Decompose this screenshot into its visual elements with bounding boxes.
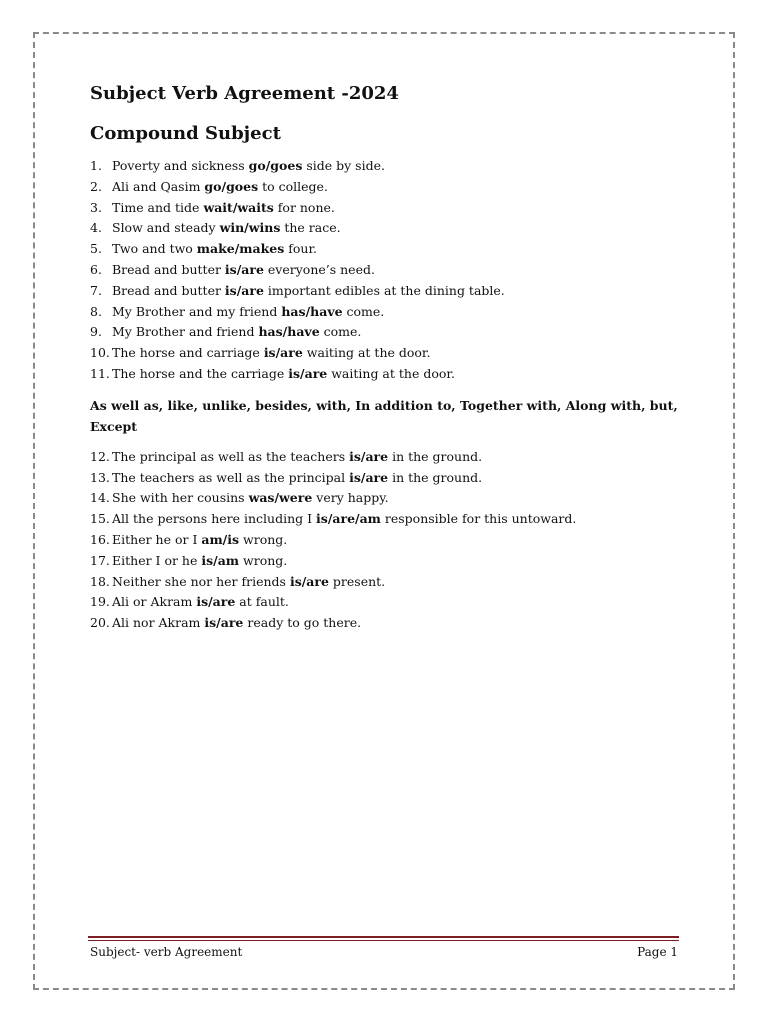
item-verb-choice: win/wins — [219, 220, 281, 236]
list-item — [90, 488, 680, 509]
footer-document-name: Subject- verb Agreement — [90, 945, 243, 959]
item-number: 3. — [90, 199, 102, 215]
item-text-before: Either I or he — [112, 552, 202, 568]
item-verb-choice: is/are/am — [316, 511, 381, 527]
item-verb-choice: is/are — [349, 448, 389, 464]
list-item — [90, 281, 680, 302]
item-text-before: Bread and butter — [112, 282, 225, 298]
item-text-before: Ali and Qasim — [112, 178, 205, 194]
document-title: Subject Verb Agreement -2024 — [90, 83, 399, 104]
item-number: 20. — [90, 615, 110, 631]
list-item — [90, 468, 680, 489]
item-verb-choice: has/have — [258, 324, 320, 340]
footer-rule — [88, 936, 679, 942]
list-item — [90, 572, 680, 593]
item-text-after: ready to go there. — [243, 615, 362, 631]
list-item — [90, 239, 680, 260]
item-verb-choice: wait/waits — [203, 199, 274, 215]
item-verb-choice: is/are — [196, 594, 236, 610]
item-text-after: waiting at the door. — [327, 365, 455, 381]
item-verb-choice: is/are — [204, 615, 244, 631]
item-sentence — [112, 260, 375, 281]
item-text-after: important edibles at the dining table. — [263, 282, 505, 298]
item-text-before: Either he or I — [112, 531, 202, 547]
item-verb-choice: is/are — [224, 261, 264, 277]
item-number: 6. — [90, 261, 102, 277]
item-text-before: Neither she nor her friends — [112, 573, 290, 589]
item-number: 5. — [90, 241, 102, 257]
list-item — [90, 551, 680, 572]
item-sentence — [112, 198, 335, 219]
item-sentence — [112, 281, 505, 302]
footer-rule-thin — [88, 940, 679, 941]
item-text-after: side by side. — [302, 158, 385, 173]
item-number: 17. — [90, 552, 110, 568]
item-text-after: to college. — [258, 178, 328, 194]
item-sentence — [112, 156, 385, 177]
item-sentence — [112, 530, 287, 551]
page-footer — [90, 944, 678, 960]
list-item — [90, 592, 680, 613]
sentence-list-connectors — [90, 447, 680, 634]
item-text-after: responsible for this untoward. — [380, 511, 577, 527]
list-item — [90, 343, 680, 364]
item-number: 2. — [90, 178, 102, 194]
list-item — [90, 260, 680, 281]
item-text-after: everyone’s need. — [263, 261, 375, 277]
item-text-after: at fault. — [235, 594, 289, 610]
item-number: 7. — [90, 282, 102, 298]
item-text-after: wrong. — [239, 552, 288, 568]
item-sentence — [112, 572, 385, 593]
item-text-after: very happy. — [312, 490, 389, 506]
item-verb-choice: is/am — [201, 552, 240, 568]
item-sentence — [112, 551, 287, 572]
item-verb-choice: make/makes — [196, 241, 285, 257]
item-number: 4. — [90, 220, 102, 236]
item-sentence — [112, 468, 482, 489]
document-body — [90, 82, 680, 634]
item-sentence — [112, 592, 289, 613]
item-text-after: in the ground. — [388, 448, 483, 464]
item-text-before: She with her cousins — [112, 490, 249, 506]
item-verb-choice: is/are — [224, 282, 264, 298]
list-item — [90, 198, 680, 219]
item-text-after: come. — [319, 324, 362, 340]
item-number: 10. — [90, 345, 110, 361]
item-sentence — [112, 177, 328, 198]
item-sentence — [112, 343, 431, 364]
list-item — [90, 302, 680, 323]
item-verb-choice: has/have — [281, 303, 343, 319]
list-item — [90, 530, 680, 551]
item-verb-choice: is/are — [263, 345, 303, 361]
item-text-before: Ali nor Akram — [112, 615, 205, 631]
list-item — [90, 364, 680, 385]
item-text-before: Bread and butter — [112, 261, 225, 277]
item-sentence — [112, 364, 455, 385]
item-number: 16. — [90, 531, 110, 547]
item-text-before: Poverty and sickness — [112, 158, 249, 173]
item-number: 19. — [90, 594, 110, 610]
list-item — [90, 156, 680, 177]
item-sentence — [112, 509, 576, 530]
list-item — [90, 322, 680, 343]
item-sentence — [112, 488, 389, 509]
item-verb-choice: is/are — [288, 365, 328, 381]
item-verb-choice: is/are — [349, 469, 389, 485]
footer-page-number: Page 1 — [637, 945, 678, 959]
item-text-before: Ali or Akram — [112, 594, 197, 610]
item-text-after: wrong. — [239, 531, 288, 547]
item-number: 8. — [90, 303, 102, 319]
item-text-after: waiting at the door. — [302, 345, 431, 361]
list-item — [90, 447, 680, 468]
list-item — [90, 613, 680, 634]
item-number: 9. — [90, 324, 102, 340]
item-sentence — [112, 302, 384, 323]
item-text-before: Time and tide — [112, 199, 204, 215]
item-number: 1. — [90, 158, 102, 173]
item-verb-choice: was/were — [248, 490, 313, 506]
item-text-before: Slow and steady — [112, 220, 220, 236]
item-sentence — [112, 239, 317, 260]
item-verb-choice: go/goes — [204, 178, 259, 194]
item-number: 13. — [90, 469, 110, 485]
item-sentence — [112, 218, 341, 239]
item-number: 18. — [90, 573, 110, 589]
item-number: 14. — [90, 490, 110, 506]
item-verb-choice: am/is — [201, 531, 240, 547]
list-subheading: As well as, like, unlike, besides, with, In addition to, Together with, Along with, but, Except — [90, 397, 678, 434]
footer-rule-thick — [88, 936, 679, 938]
item-text-after: for none. — [273, 199, 335, 215]
item-sentence — [112, 322, 361, 343]
item-sentence — [112, 613, 361, 634]
item-verb-choice: go/goes — [248, 158, 303, 173]
item-text-after: in the ground. — [388, 469, 483, 485]
list-item — [90, 177, 680, 198]
item-text-before: The principal as well as the teachers — [112, 448, 350, 464]
item-text-after: come. — [342, 303, 385, 319]
item-text-before: The teachers as well as the principal — [112, 469, 350, 485]
item-text-after: the race. — [280, 220, 341, 236]
section-title: Compound Subject — [90, 123, 281, 144]
item-text-before: All the persons here including I — [112, 511, 317, 527]
item-sentence — [112, 447, 482, 468]
item-text-before: Two and two — [112, 241, 197, 257]
item-text-after: present. — [328, 573, 386, 589]
item-verb-choice: is/are — [289, 573, 329, 589]
sentence-list-compound — [90, 156, 680, 385]
item-number: 15. — [90, 511, 110, 527]
list-item — [90, 218, 680, 239]
item-text-before: The horse and carriage — [112, 345, 264, 361]
item-text-before: The horse and the carriage — [112, 365, 289, 381]
item-text-before: My Brother and my friend — [112, 303, 282, 319]
item-text-before: My Brother and friend — [112, 324, 259, 340]
item-number: 11. — [90, 365, 110, 381]
item-text-after: four. — [284, 241, 318, 257]
list-item — [90, 509, 680, 530]
item-number: 12. — [90, 448, 110, 464]
